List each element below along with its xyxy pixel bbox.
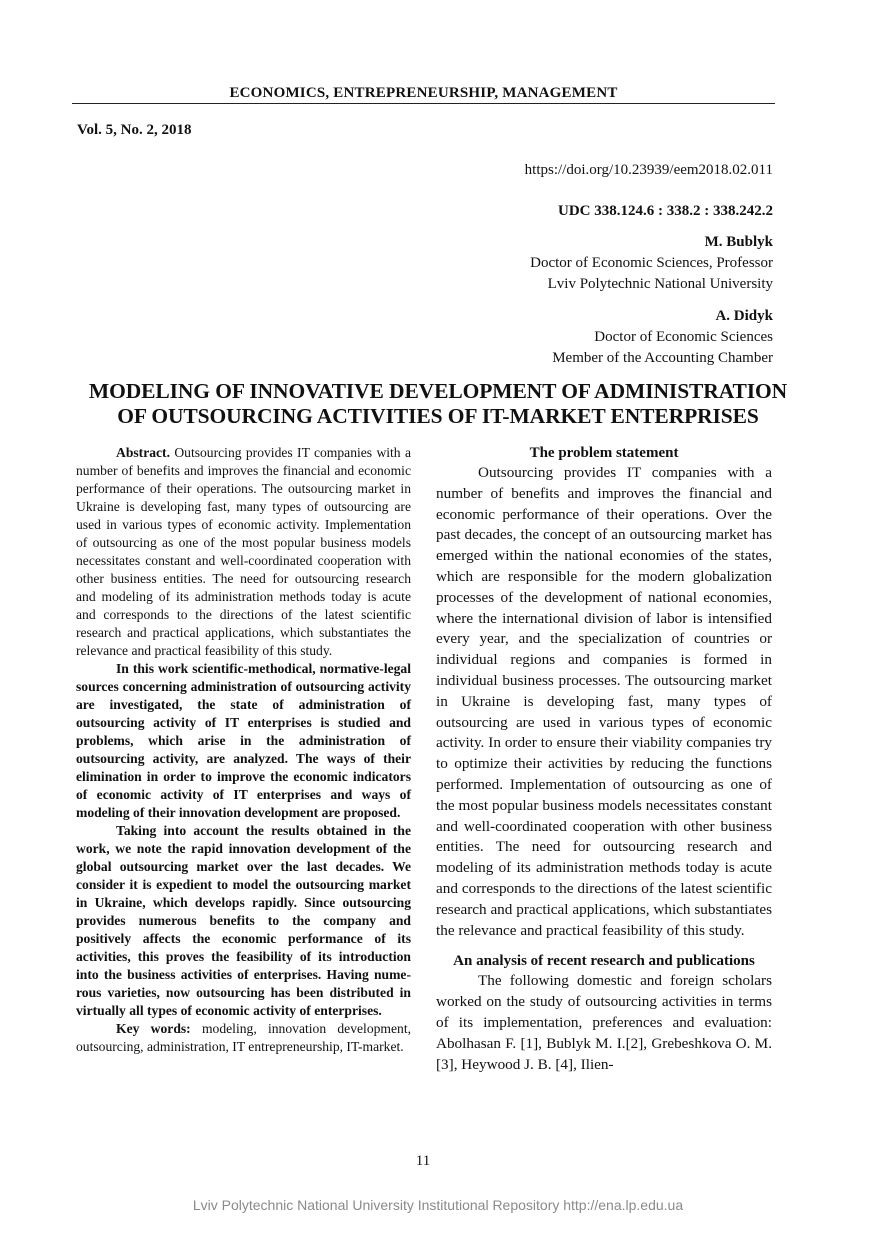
abstract-label: Abstract. — [116, 445, 170, 460]
keywords-label: Key words: — [116, 1021, 191, 1036]
section-paragraph: Outsourcing provides IT companies with a number of benefits and improves the financial and economic performance of their operations. Over the past decades, the concept of an outsourcing market has emerged within the national economies of the states, which are responsible for the modern globalization processes of the development of national economies, where the international division of labor is intensified every year, and the specialization of countries or individual regions and companies is formed in individual business processes. The outsourcing market in Ukraine is developing fast, many types of outsourcing are used in various types of economic activity. In order to ensure their viability companies try to optimize their activities by reducing the functions performed. Implementation of outsourcing as one of the most popular business models necessitates constant and well-coordinated cooperation with other business entities. The need for outsourcing research and modeling of its administration methods today is acute and corresponds to the directions of the latest scientific research and practical applications, which substantiates the relevance and practical feasibility of this study. — [436, 464, 772, 939]
udc-code: UDC 338.124.6 : 338.2 : 338.242.2 — [558, 203, 773, 219]
keywords — [76, 1020, 411, 1056]
author-affiliation: Member of the Accounting Chamber — [552, 350, 773, 366]
author-block — [552, 306, 773, 369]
author-affiliation: Doctor of Economic Sciences — [594, 329, 773, 345]
abstract-column — [76, 444, 411, 1056]
author-name: A. Didyk — [715, 308, 773, 324]
page-number: 11 — [415, 1153, 431, 1169]
doi-link[interactable]: https://doi.org/10.23939/eem2018.02.011 — [524, 162, 773, 178]
section-heading: The problem statement — [529, 445, 679, 461]
repository-footer[interactable]: Lviv Polytechnic National University Institutional Repository http://ena.lp.edu.ua — [192, 1197, 684, 1213]
author-name: M. Bublyk — [704, 234, 773, 250]
section-heading: An analysis of recent research and publications — [453, 953, 755, 970]
paper-title — [60, 379, 816, 429]
journal-header: ECONOMICS, ENTREPRENEURSHIP, MANAGEMENT — [229, 85, 618, 101]
abstract-paragraph: Taking into account the results obtained in the work, we note the rapid innovation development of the global outsourcing market over the last decades. We consider it is expedient to model the outsourcing market in Ukraine, which develops rapidly. Since outsourcing provides numerous benefits to the company and positively affects the economic performance of its activities, this proves the feasibility of its introduction into the business activities of enterprises. Having numerous varieties, now outsourcing has been distributed in virtually all types of economic activity of enterprises. — [76, 823, 411, 1018]
author-block — [530, 232, 773, 295]
abstract-paragraph — [76, 444, 411, 660]
section-paragraph: The following domestic and foreign scholars worked on the study of outsourcing activities in terms of its implementation, preferences and evaluation: Abolhasan F. [1], Bublyk M. I.[2], Grebeshkova O. M. [3], Heywood J. B. [4], Ilien- — [436, 972, 772, 1073]
header-rule — [72, 103, 775, 104]
title-line: OF OUTSOURCING ACTIVITIES OF IT-MARKET ENTERPRISES — [117, 404, 759, 428]
title-line: MODELING OF INNOVATIVE DEVELOPMENT OF ADMINISTRATION — [88, 379, 788, 403]
volume-info: Vol. 5, No. 2, 2018 — [77, 122, 192, 138]
abstract-paragraph: In this work scientific-methodical, normative-legal sources concerning administration of outsourcing activity are investigated, the state of administration of outsourcing activity of IT enterprises is studied and problems, which arise in the administration of outsourcing activity, are analyzed. The ways of their elimination in order to improve the economic indicators of economic activity of IT enterprises and ways of modeling of their innovation development are proposed. — [76, 661, 411, 820]
author-affiliation: Doctor of Economic Sciences, Professor — [530, 255, 773, 271]
abstract-text: Outsourcing provides IT companies with a number of benefits and improves the financial and economic performance of their operations. The outsourcing market in Ukraine is developing fast, many types of outsourcing are used in various types of economic activity. Implementation of outsourcing as one of the most popular business models necessitates constant and well-coordinated cooperation with other business entities. The need for outsourcing research and modeling of its administration methods today is acute and corresponds to the directions of the latest scientific research and practical applications, which substantiates the relevance and practical feasibility of this study. — [76, 445, 411, 658]
keywords-text: modeling, innovation development, outsourcing, administration, IT entrepreneurship, IT-market. — [76, 1021, 411, 1054]
author-affiliation: Lviv Polytechnic National University — [547, 276, 773, 292]
main-text-column — [436, 443, 772, 1075]
